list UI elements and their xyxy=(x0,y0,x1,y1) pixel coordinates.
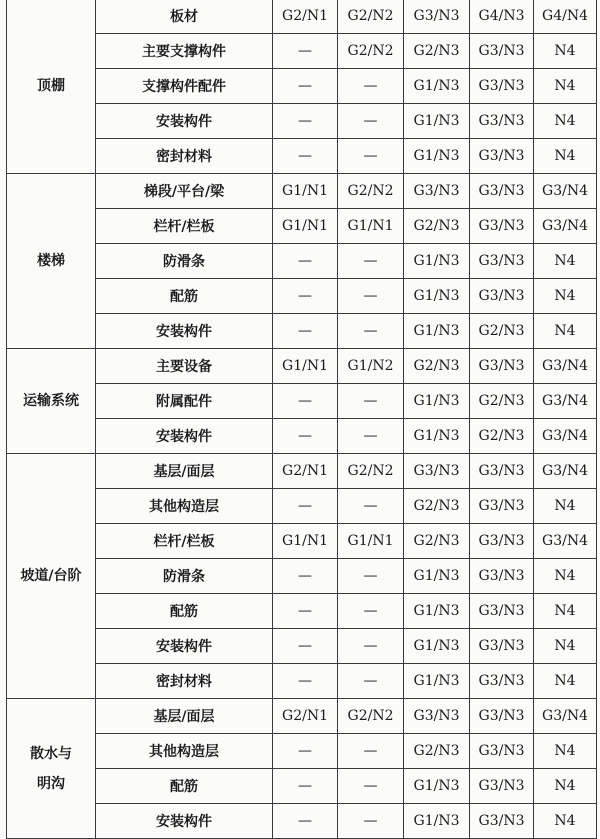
component-cell: 其他构造层 xyxy=(96,734,273,769)
table-row xyxy=(7,384,597,419)
grade-cell: G3/N3 xyxy=(470,594,534,629)
grade-cell: — xyxy=(338,244,404,279)
group-label: 坡道/台阶 xyxy=(7,454,96,699)
table-body xyxy=(7,0,597,839)
component-cell: 主要支撑构件 xyxy=(96,34,273,69)
table-row xyxy=(7,524,597,559)
grade-cell: G2/N2 xyxy=(338,454,404,489)
component-cell: 其他构造层 xyxy=(96,489,273,524)
grade-cell: G1/N3 xyxy=(404,384,470,419)
grade-cell: G3/N3 xyxy=(470,349,534,384)
grade-cell: — xyxy=(338,559,404,594)
grade-cell: N4 xyxy=(534,34,597,69)
component-cell: 安装构件 xyxy=(96,419,273,454)
grade-cell: G3/N3 xyxy=(470,664,534,699)
grade-cell: G4/N3 xyxy=(470,0,534,34)
grade-cell: — xyxy=(273,34,338,69)
grade-cell: N4 xyxy=(534,734,597,769)
table-row xyxy=(7,174,597,209)
grade-cell: — xyxy=(273,419,338,454)
grade-cell: — xyxy=(338,804,404,839)
grade-cell: G1/N3 xyxy=(404,629,470,664)
grade-cell: N4 xyxy=(534,769,597,804)
group-label: 楼梯 xyxy=(7,174,96,349)
grade-cell: G3/N3 xyxy=(470,804,534,839)
component-cell: 配筋 xyxy=(96,594,273,629)
table-row xyxy=(7,769,597,804)
grade-cell: — xyxy=(273,769,338,804)
grade-cell: G1/N3 xyxy=(404,769,470,804)
grade-cell: — xyxy=(338,734,404,769)
table-row xyxy=(7,279,597,314)
grade-cell: — xyxy=(338,314,404,349)
grade-cell: G1/N3 xyxy=(404,559,470,594)
table-row xyxy=(7,69,597,104)
grade-cell: — xyxy=(338,594,404,629)
grade-cell: G3/N3 xyxy=(470,454,534,489)
grade-cell: — xyxy=(338,279,404,314)
component-cell: 防滑条 xyxy=(96,244,273,279)
grade-cell: G2/N3 xyxy=(470,384,534,419)
grade-cell: G1/N3 xyxy=(404,244,470,279)
table-row xyxy=(7,664,597,699)
component-cell: 配筋 xyxy=(96,769,273,804)
grade-cell: G3/N4 xyxy=(534,419,597,454)
grade-cell: — xyxy=(338,664,404,699)
grade-cell: — xyxy=(338,629,404,664)
component-cell: 附属配件 xyxy=(96,384,273,419)
component-cell: 防滑条 xyxy=(96,559,273,594)
grade-cell: G3/N3 xyxy=(470,279,534,314)
grade-cell: — xyxy=(273,489,338,524)
grade-cell: G3/N3 xyxy=(470,769,534,804)
grade-cell: G3/N3 xyxy=(470,629,534,664)
grade-cell: G3/N3 xyxy=(470,734,534,769)
grade-cell: — xyxy=(338,489,404,524)
table-row xyxy=(7,804,597,839)
grade-cell: G1/N2 xyxy=(338,349,404,384)
grade-cell: G1/N3 xyxy=(404,419,470,454)
component-cell: 栏杆/栏板 xyxy=(96,524,273,559)
grade-cell: — xyxy=(273,139,338,174)
grade-cell: G2/N1 xyxy=(273,699,338,734)
grade-cell: G3/N3 xyxy=(470,559,534,594)
component-cell: 安装构件 xyxy=(96,104,273,139)
grade-cell: G2/N2 xyxy=(338,34,404,69)
grade-cell: — xyxy=(273,104,338,139)
grade-cell: N4 xyxy=(534,629,597,664)
grade-cell: G2/N3 xyxy=(470,419,534,454)
grade-cell: G3/N4 xyxy=(534,454,597,489)
grade-cell: — xyxy=(273,244,338,279)
table-row xyxy=(7,209,597,244)
grade-cell: G1/N3 xyxy=(404,314,470,349)
grade-cell: — xyxy=(273,664,338,699)
component-cell: 基层/面层 xyxy=(96,454,273,489)
component-cell: 基层/面层 xyxy=(96,699,273,734)
table-row xyxy=(7,559,597,594)
grade-cell: G2/N3 xyxy=(404,209,470,244)
grade-cell: G3/N4 xyxy=(534,209,597,244)
grade-cell: N4 xyxy=(534,104,597,139)
grade-cell: — xyxy=(338,139,404,174)
grade-cell: N4 xyxy=(534,804,597,839)
grade-cell: G3/N3 xyxy=(404,174,470,209)
grade-cell: G1/N3 xyxy=(404,279,470,314)
grade-cell: — xyxy=(273,69,338,104)
grade-cell: G3/N3 xyxy=(470,69,534,104)
group-label: 散水与 明沟 xyxy=(7,699,96,839)
grade-cell: G2/N3 xyxy=(404,524,470,559)
table-row xyxy=(7,314,597,349)
component-cell: 栏杆/栏板 xyxy=(96,209,273,244)
grade-cell: — xyxy=(273,384,338,419)
table-row xyxy=(7,349,597,384)
grade-cell: N4 xyxy=(534,69,597,104)
component-cell: 密封材料 xyxy=(96,139,273,174)
grade-cell: G3/N3 xyxy=(470,104,534,139)
grade-cell: G3/N4 xyxy=(534,524,597,559)
grade-cell: — xyxy=(338,419,404,454)
component-cell: 主要设备 xyxy=(96,349,273,384)
grade-cell: G3/N3 xyxy=(470,34,534,69)
grade-cell: — xyxy=(273,734,338,769)
table-row xyxy=(7,594,597,629)
grade-cell: — xyxy=(273,279,338,314)
grade-cell: G3/N3 xyxy=(404,0,470,34)
grade-cell: G1/N3 xyxy=(404,664,470,699)
grade-cell: — xyxy=(338,769,404,804)
grade-cell: G1/N3 xyxy=(404,69,470,104)
group-label: 顶棚 xyxy=(7,0,96,174)
grade-cell: G2/N3 xyxy=(404,734,470,769)
grade-cell: — xyxy=(338,69,404,104)
grade-cell: — xyxy=(273,314,338,349)
grade-cell: G3/N4 xyxy=(534,349,597,384)
table-row xyxy=(7,734,597,769)
table-row xyxy=(7,244,597,279)
grade-cell: G3/N4 xyxy=(534,384,597,419)
grade-cell: G4/N4 xyxy=(534,0,597,34)
grade-cell: — xyxy=(338,104,404,139)
grade-cell: G1/N1 xyxy=(273,524,338,559)
grade-cell: — xyxy=(273,559,338,594)
grade-cell: G1/N3 xyxy=(404,804,470,839)
component-cell: 安装构件 xyxy=(96,629,273,664)
grade-cell: G1/N3 xyxy=(404,594,470,629)
grade-cell: G2/N3 xyxy=(404,34,470,69)
grade-cell: G3/N3 xyxy=(470,209,534,244)
grade-cell: G1/N1 xyxy=(273,349,338,384)
grade-cell: G2/N2 xyxy=(338,699,404,734)
grade-cell: N4 xyxy=(534,279,597,314)
component-cell: 支撑构件配件 xyxy=(96,69,273,104)
table-row xyxy=(7,34,597,69)
grade-cell: G3/N3 xyxy=(404,454,470,489)
component-cell: 安装构件 xyxy=(96,804,273,839)
table-row xyxy=(7,0,597,34)
component-cell: 安装构件 xyxy=(96,314,273,349)
grade-cell: G1/N3 xyxy=(404,104,470,139)
grade-cell: N4 xyxy=(534,314,597,349)
grade-cell: G3/N3 xyxy=(404,699,470,734)
grade-cell: G2/N2 xyxy=(338,0,404,34)
grade-cell: G3/N3 xyxy=(470,174,534,209)
table-row xyxy=(7,419,597,454)
grade-cell: N4 xyxy=(534,559,597,594)
grade-cell: G3/N3 xyxy=(470,524,534,559)
grade-cell: G1/N1 xyxy=(338,524,404,559)
component-cell: 板材 xyxy=(96,0,273,34)
table-row xyxy=(7,104,597,139)
component-cell: 配筋 xyxy=(96,279,273,314)
grade-cell: N4 xyxy=(534,664,597,699)
grade-cell: — xyxy=(273,594,338,629)
grade-cell: G3/N3 xyxy=(470,244,534,279)
grade-cell: G2/N3 xyxy=(404,349,470,384)
grade-cell: N4 xyxy=(534,489,597,524)
component-cell: 梯段/平台/梁 xyxy=(96,174,273,209)
specification-table xyxy=(6,0,597,839)
grade-cell: G3/N3 xyxy=(470,699,534,734)
table-row xyxy=(7,489,597,524)
group-label: 运输系统 xyxy=(7,349,96,454)
table-row xyxy=(7,454,597,489)
grade-cell: G2/N2 xyxy=(338,174,404,209)
grade-cell: G1/N1 xyxy=(273,209,338,244)
grade-cell: G2/N3 xyxy=(470,314,534,349)
grade-cell: G1/N1 xyxy=(273,174,338,209)
grade-cell: — xyxy=(273,629,338,664)
grade-cell: — xyxy=(273,804,338,839)
table-row xyxy=(7,139,597,174)
table-row xyxy=(7,699,597,734)
grade-cell: G2/N3 xyxy=(404,489,470,524)
grade-cell: G2/N1 xyxy=(273,454,338,489)
grade-cell: G3/N3 xyxy=(470,489,534,524)
grade-cell: N4 xyxy=(534,139,597,174)
grade-cell: G1/N3 xyxy=(404,139,470,174)
grade-cell: G3/N4 xyxy=(534,699,597,734)
grade-cell: G1/N1 xyxy=(338,209,404,244)
grade-cell: — xyxy=(338,384,404,419)
grade-cell: G2/N1 xyxy=(273,0,338,34)
grade-cell: G3/N3 xyxy=(470,139,534,174)
grade-cell: G3/N4 xyxy=(534,174,597,209)
grade-cell: N4 xyxy=(534,594,597,629)
component-cell: 密封材料 xyxy=(96,664,273,699)
table-row xyxy=(7,629,597,664)
grade-cell: N4 xyxy=(534,244,597,279)
